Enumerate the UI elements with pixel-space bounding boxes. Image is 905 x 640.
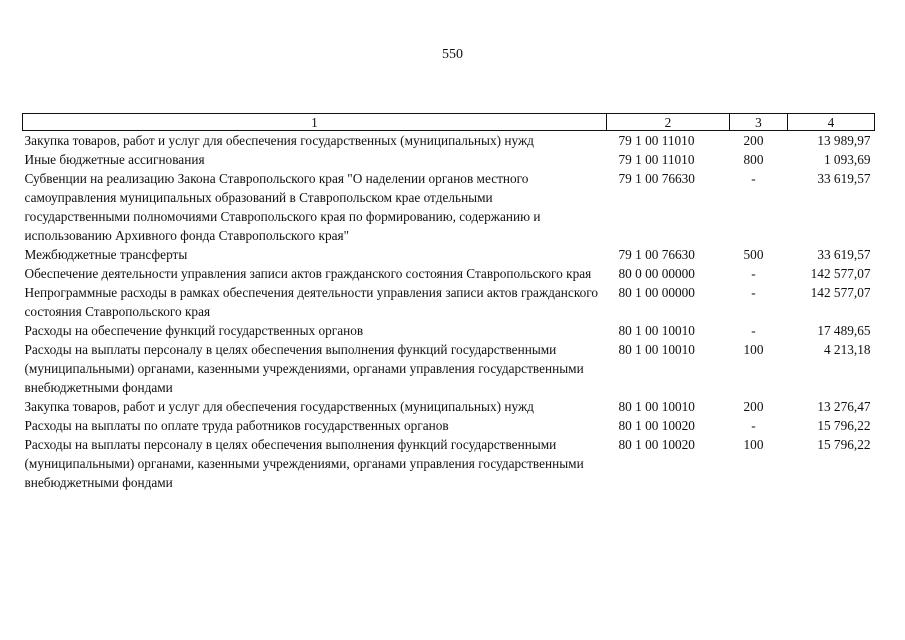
row-amount: 15 796,22 xyxy=(817,437,871,452)
row-name: Межбюджетные трансферты xyxy=(24,247,188,262)
row-code: 80 1 00 10010 xyxy=(618,342,695,357)
row-name: Непрограммные расходы в рамках обеспечения деятельности управления записи актов гражданского состояния Ставропольского края xyxy=(24,285,599,319)
column-header-2: 2 xyxy=(607,114,730,131)
row-code: 80 1 00 00000 xyxy=(618,285,695,300)
row-name: Обеспечение деятельности управления записи актов гражданского состояния Ставропольского края xyxy=(24,266,592,281)
table-row xyxy=(23,321,875,340)
row-type: - xyxy=(751,171,756,186)
table-row xyxy=(23,340,875,397)
row-name: Закупка товаров, работ и услуг для обеспечения государственных (муниципальных) нужд xyxy=(24,399,534,414)
column-header-1: 1 xyxy=(23,114,607,131)
row-code: 80 1 00 10010 xyxy=(618,399,695,414)
row-name: Субвенции на реализацию Закона Ставропольского края "О наделении органов местного самоуправления муниципальных образований в Ставропольском крае отдельными государственными полномочиями Ставропольского края по формированию, содержанию и использованию Архивного фонда Ставропольского края" xyxy=(24,171,541,243)
table-row xyxy=(23,169,875,245)
row-name: Расходы на выплаты по оплате труда работников государственных органов xyxy=(24,418,449,433)
row-code: 80 1 00 10010 xyxy=(618,323,695,338)
row-type: 200 xyxy=(743,399,764,414)
row-amount: 1 093,69 xyxy=(823,152,871,167)
row-code: 80 1 00 10020 xyxy=(618,418,695,433)
table-row xyxy=(23,150,875,169)
table-row xyxy=(23,245,875,264)
row-amount: 17 489,65 xyxy=(817,323,871,338)
table-row xyxy=(23,283,875,321)
table-header-row xyxy=(23,114,875,131)
row-type: - xyxy=(751,418,756,433)
row-amount: 4 213,18 xyxy=(823,342,871,357)
row-amount: 13 276,47 xyxy=(817,399,871,414)
row-type: 100 xyxy=(743,437,764,452)
table-row xyxy=(23,435,875,492)
row-amount: 33 619,57 xyxy=(817,247,871,262)
column-header-3: 3 xyxy=(730,114,788,131)
row-code: 79 1 00 76630 xyxy=(618,247,695,262)
row-code: 80 0 00 00000 xyxy=(618,266,695,281)
row-amount: 142 577,07 xyxy=(810,266,871,281)
row-name: Расходы на выплаты персоналу в целях обеспечения выполнения функций государственными (муниципальными) органами, казенными учреждениями, органами управления государственными внебюджетными фондами xyxy=(24,342,584,395)
table-row xyxy=(23,416,875,435)
row-name: Расходы на обеспечение функций государственных органов xyxy=(24,323,364,338)
row-name: Закупка товаров, работ и услуг для обеспечения государственных (муниципальных) нужд xyxy=(24,133,534,148)
budget-table xyxy=(22,113,875,492)
table-row xyxy=(23,397,875,416)
row-amount: 33 619,57 xyxy=(817,171,871,186)
row-type: - xyxy=(751,323,756,338)
row-name: Расходы на выплаты персоналу в целях обеспечения выполнения функций государственными (муниципальными) органами, казенными учреждениями, органами управления государственными внебюджетными фондами xyxy=(24,437,584,490)
row-type: 800 xyxy=(743,152,764,167)
row-code: 79 1 00 11010 xyxy=(618,152,695,167)
row-amount: 13 989,97 xyxy=(817,133,871,148)
page-number: 550 xyxy=(442,47,463,62)
row-type: - xyxy=(751,266,756,281)
column-header-4: 4 xyxy=(788,114,875,131)
row-code: 80 1 00 10020 xyxy=(618,437,695,452)
row-type: - xyxy=(751,285,756,300)
row-code: 79 1 00 11010 xyxy=(618,133,695,148)
row-type: 100 xyxy=(743,342,764,357)
row-amount: 15 796,22 xyxy=(817,418,871,433)
row-amount: 142 577,07 xyxy=(810,285,871,300)
row-type: 200 xyxy=(743,133,764,148)
row-code: 79 1 00 76630 xyxy=(618,171,695,186)
row-name: Иные бюджетные ассигнования xyxy=(24,152,205,167)
table-row xyxy=(23,264,875,283)
table-row xyxy=(23,131,875,151)
row-type: 500 xyxy=(743,247,764,262)
